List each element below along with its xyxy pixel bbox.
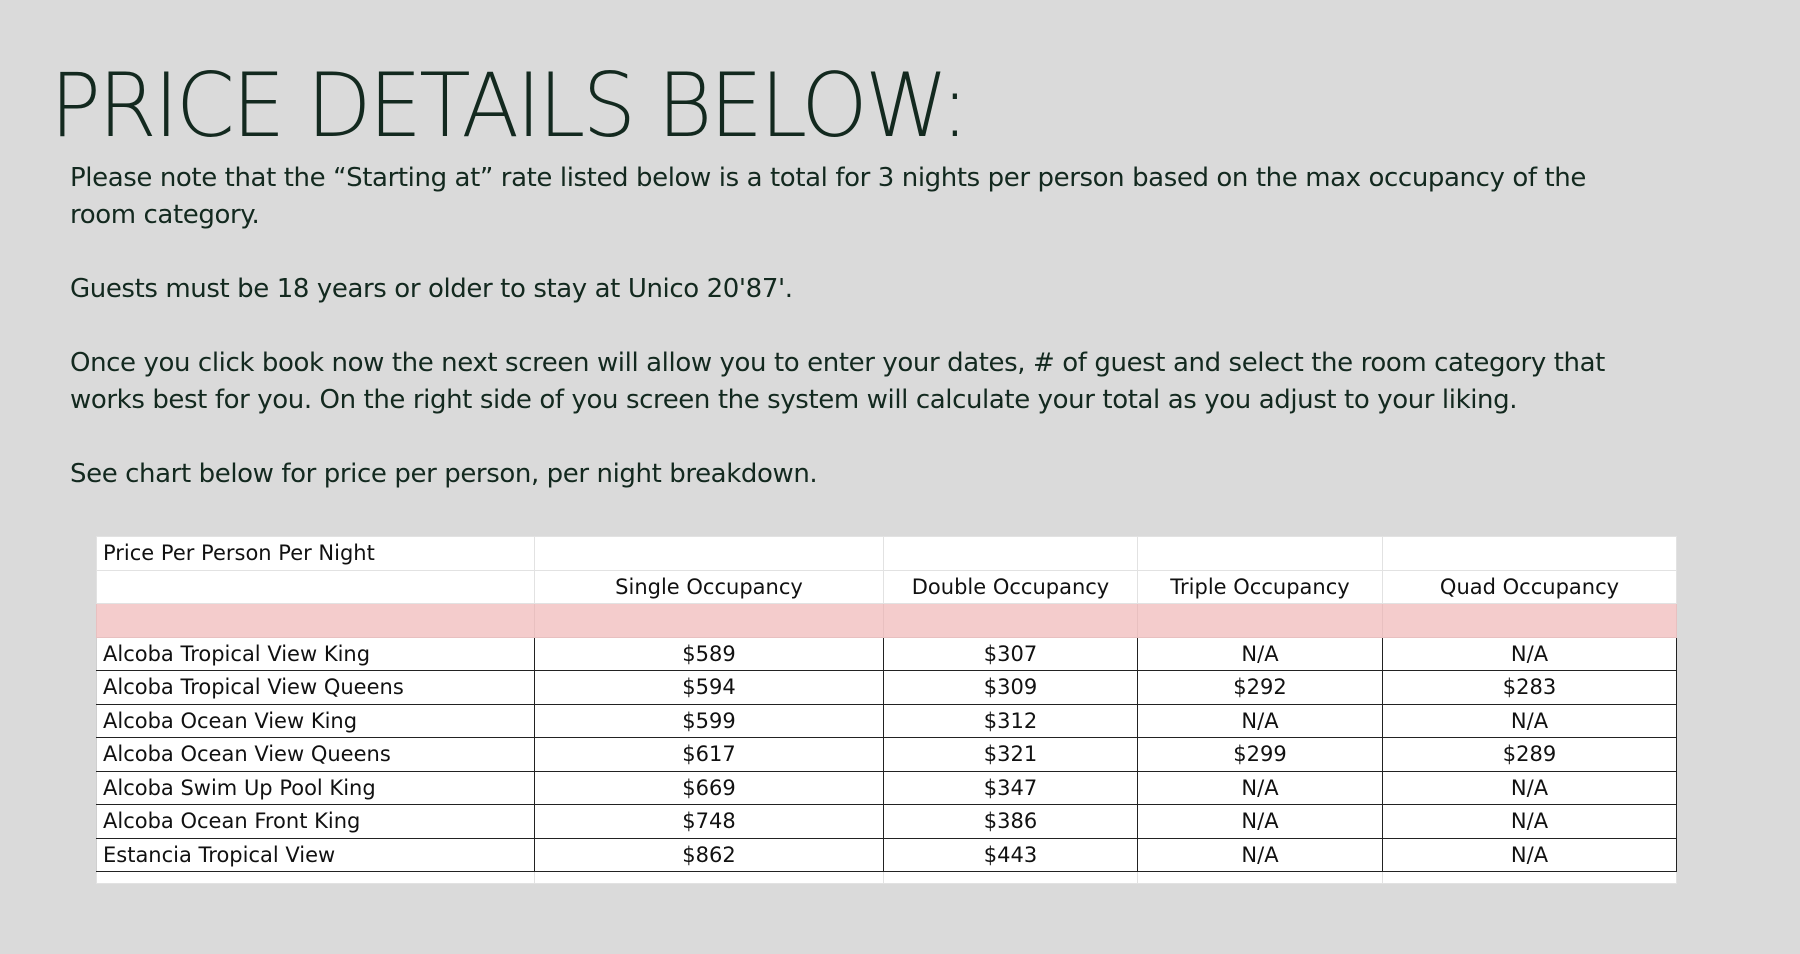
- price-single: $669: [535, 771, 884, 805]
- column-header-double: Double Occupancy: [884, 570, 1138, 604]
- room-name: Alcoba Swim Up Pool King: [97, 771, 535, 805]
- price-triple: N/A: [1138, 637, 1383, 671]
- price-triple: N/A: [1138, 838, 1383, 872]
- column-header-quad: Quad Occupancy: [1383, 570, 1677, 604]
- room-name: Alcoba Ocean View Queens: [97, 738, 535, 772]
- table-header-row: [97, 570, 1677, 604]
- table-caption: Price Per Person Per Night: [97, 537, 535, 571]
- table-row: [97, 637, 1677, 671]
- table-row: [97, 805, 1677, 839]
- note-booking-instructions: Once you click book now the next screen will allow you to enter your dates, # of guest and select the room category that works best for you. On the right side of you screen the system will calculate your total as you adjust to your liking.: [70, 348, 1605, 415]
- highlight-row: [97, 604, 1677, 638]
- price-single: $862: [535, 838, 884, 872]
- room-name: Alcoba Ocean View King: [97, 704, 535, 738]
- note-chart-reference: See chart below for price per person, per night breakdown.: [70, 459, 818, 489]
- price-triple: $299: [1138, 738, 1383, 772]
- table-row: [97, 671, 1677, 705]
- column-header-triple: Triple Occupancy: [1138, 570, 1383, 604]
- price-double: $312: [884, 704, 1138, 738]
- price-triple: $292: [1138, 671, 1383, 705]
- table-row: [97, 838, 1677, 872]
- price-quad: N/A: [1383, 771, 1677, 805]
- price-double: $307: [884, 637, 1138, 671]
- note-age-requirement: Guests must be 18 years or older to stay at Unico 20'87'.: [70, 274, 793, 304]
- table-caption-row: [97, 537, 1677, 571]
- price-single: $617: [535, 738, 884, 772]
- price-single: $748: [535, 805, 884, 839]
- price-triple: N/A: [1138, 771, 1383, 805]
- notes-section: [70, 160, 1630, 530]
- price-quad: N/A: [1383, 637, 1677, 671]
- price-double: $386: [884, 805, 1138, 839]
- price-quad: N/A: [1383, 704, 1677, 738]
- price-quad: N/A: [1383, 838, 1677, 872]
- table-tail-row: [97, 872, 1677, 884]
- price-double: $347: [884, 771, 1138, 805]
- price-double: $443: [884, 838, 1138, 872]
- price-quad: $289: [1383, 738, 1677, 772]
- room-name: Alcoba Tropical View Queens: [97, 671, 535, 705]
- table-row: [97, 704, 1677, 738]
- price-triple: N/A: [1138, 704, 1383, 738]
- price-single: $594: [535, 671, 884, 705]
- page-title: PRICE DETAILS BELOW:: [50, 54, 967, 157]
- table-row: [97, 771, 1677, 805]
- note-starting-rate: Please note that the “Starting at” rate listed below is a total for 3 nights per person based on the max occupancy of the room category.: [70, 163, 1586, 230]
- price-single: $599: [535, 704, 884, 738]
- price-triple: N/A: [1138, 805, 1383, 839]
- column-header-single: Single Occupancy: [535, 570, 884, 604]
- room-name: Alcoba Tropical View King: [97, 637, 535, 671]
- table-row: [97, 738, 1677, 772]
- room-name: Alcoba Ocean Front King: [97, 805, 535, 839]
- price-double: $321: [884, 738, 1138, 772]
- room-name: Estancia Tropical View: [97, 838, 535, 872]
- price-quad: N/A: [1383, 805, 1677, 839]
- price-single: $589: [535, 637, 884, 671]
- price-quad: $283: [1383, 671, 1677, 705]
- price-table: [96, 536, 1677, 884]
- price-double: $309: [884, 671, 1138, 705]
